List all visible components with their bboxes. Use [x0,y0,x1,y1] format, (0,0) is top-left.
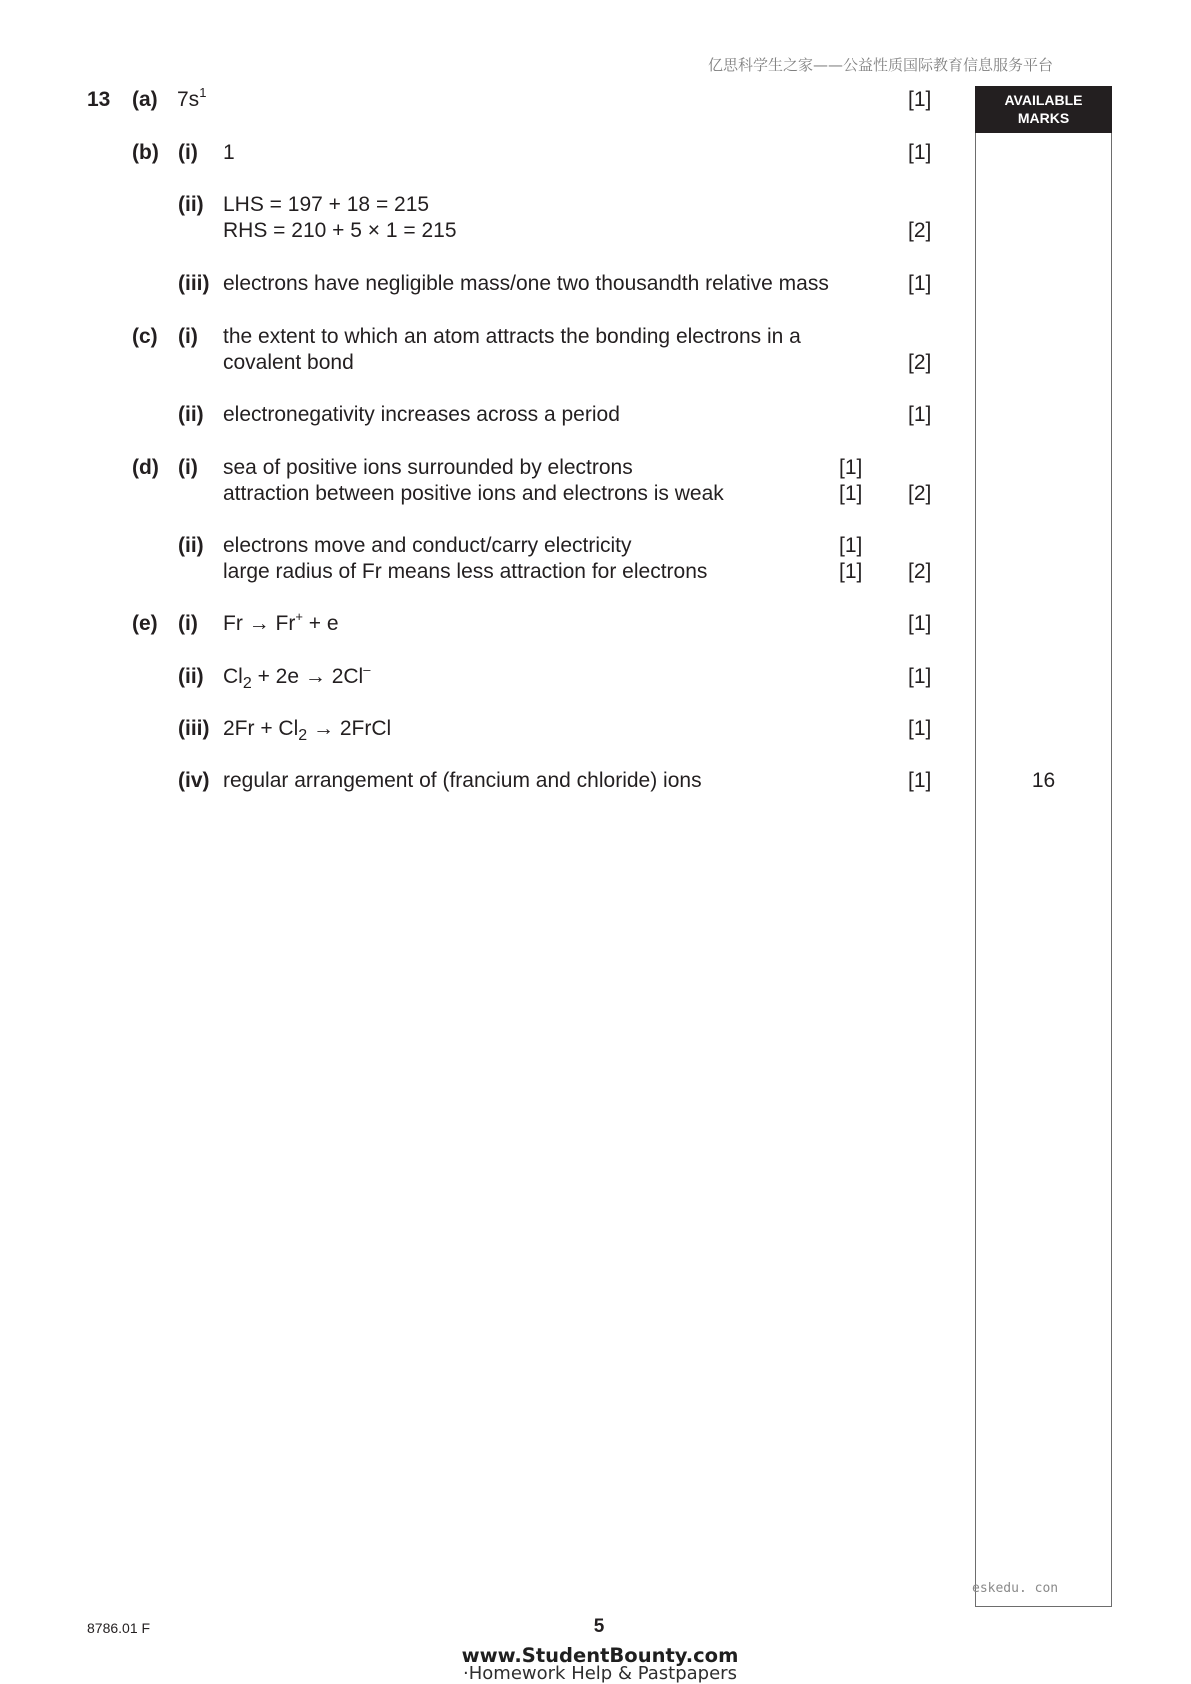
equation-segment: → 2FrCl [307,717,392,740]
answer-line: large radius of Fr means less attraction for electrons [223,560,708,583]
answer-line: regular arrangement of (francium and chloride) ions [223,769,702,792]
equation-segment: + 2e → 2Cl [251,665,364,688]
equation-segment: Cl [223,665,243,688]
answer-line: electronegativity increases across a period [223,403,620,426]
answer-text-segment: 7s [177,88,200,111]
mark: [2] [908,560,932,583]
answer-line: attraction between positive ions and electrons is weak [223,482,724,505]
answer-line: RHS = 210 + 5 × 1 = 215 [223,219,457,242]
answer-line: electrons have negligible mass/one two thousandth relative mass [223,272,829,295]
subpart-label: (i) [178,612,198,635]
mark: [1] [908,88,932,111]
equation-segment: 2Fr + Cl [223,717,299,740]
question-number: 13 [87,88,111,111]
subpart-label: (i) [178,141,198,164]
answer-text [177,87,206,113]
site-watermark: eskedu. con [972,1581,1059,1596]
question-total-marks: 16 [1031,769,1056,792]
answer-equation [223,664,370,690]
part-label: (c) [132,325,158,348]
paper-code: 8786.01 F [87,1620,151,1636]
page-number: 5 [593,1616,605,1637]
mark: [1] [908,612,932,635]
answer-line: sea of positive ions surrounded by electrons [223,456,633,479]
mark: [1] [908,769,932,792]
superscript: 1 [199,85,207,100]
subpart-label: (ii) [178,193,204,216]
mark: [1] [908,717,932,740]
answer-line: LHS = 197 + 18 = 215 [223,193,430,216]
mark: [1] [908,665,932,688]
answer-line: electrons move and conduct/carry electricity [223,534,632,557]
available-marks-heading-line1: AVAILABLE [1004,92,1083,108]
superscript: + [295,609,303,624]
part-label: (b) [132,141,159,164]
answer-equation [223,716,391,742]
subpart-label: (i) [178,456,198,479]
available-marks-column [975,86,1112,1607]
mark: [2] [908,351,932,374]
sub-mark: [1] [839,534,863,557]
part-label: (a) [132,88,158,111]
subpart-label: (ii) [178,665,204,688]
subpart-label: (iv) [178,769,210,792]
answer-line: covalent bond [223,351,354,374]
part-label: (d) [132,456,159,479]
subpart-label: (i) [178,325,198,348]
equation-segment: Fr → Fr [223,612,296,635]
sub-mark: [1] [839,456,863,479]
subpart-label: (iii) [178,272,210,295]
sub-mark: [1] [839,482,863,505]
available-marks-heading-line2: MARKS [1017,110,1070,126]
studentbounty-watermark-url: www.StudentBounty.com [461,1644,739,1667]
sub-mark: [1] [839,560,863,583]
mark: [1] [908,272,932,295]
part-label: (e) [132,612,158,635]
mark: [2] [908,219,932,242]
mark: [2] [908,482,932,505]
mark: [1] [908,403,932,426]
mark: [1] [908,141,932,164]
answer-line: the extent to which an atom attracts the bonding electrons in a [223,325,801,348]
superscript: – [363,662,371,677]
answer-equation [223,611,339,637]
studentbounty-watermark-tagline: ·Homework Help & Pastpapers [463,1663,737,1684]
subpart-label: (iii) [178,717,210,740]
available-marks-heading [975,86,1112,133]
subpart-label: (ii) [178,403,204,426]
answer-line: 1 [223,141,235,164]
subpart-label: (ii) [178,534,204,557]
subscript: 2 [242,675,252,692]
subscript: 2 [298,727,308,744]
equation-segment: + e [302,612,339,635]
header-watermark: 亿思科学生之家——公益性质国际教育信息服务平台 [707,56,1053,74]
